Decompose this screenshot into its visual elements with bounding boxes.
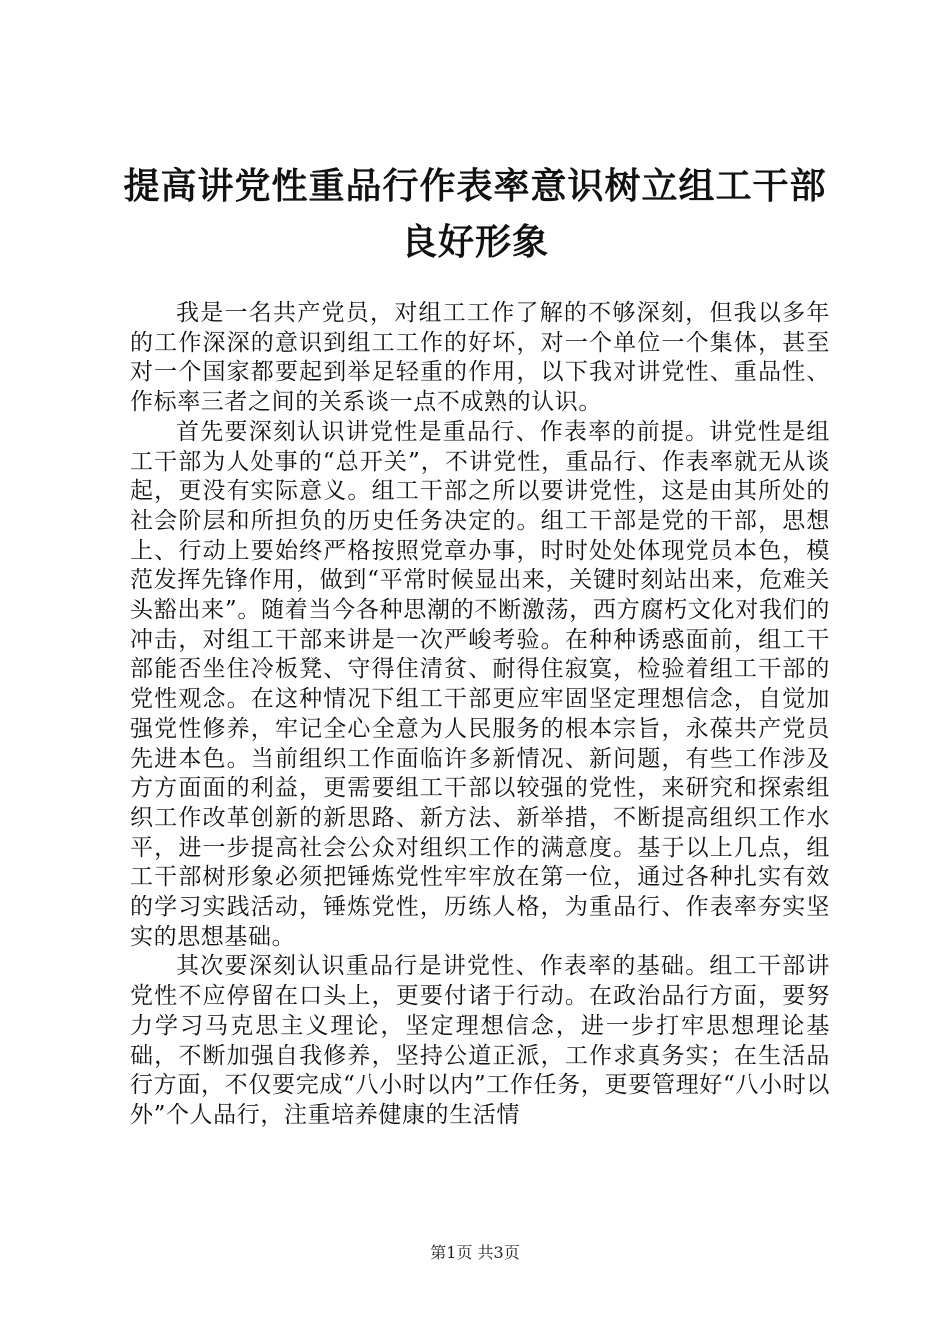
document-title: 提高讲党性重品行作表率意识树立组工干部良好形象 bbox=[123, 165, 827, 263]
paragraph-3: 其次要深刻认识重品行是讲党性、作表率的基础。组工干部讲党性不应停留在口头上，更要付诸于行动。在政治品行方面，要努力学习马克思主义理论，坚定理想信念，进一步打牢思想理论基础，不断加强自我修养，坚持公道正派，工作求真务实；在生活品行方面，不仅要完成“八小时以内”工作任务，更要管理好“八小时以外”个人品行，注重培养健康的生活情 bbox=[130, 953, 830, 1128]
page-number: 第1页 共3页 bbox=[430, 1243, 520, 1262]
document-body bbox=[130, 299, 830, 1131]
paragraph-2: 首先要深刻认识讲党性是重品行、作表率的前提。讲党性是组工干部为人处事的“总开关”，不讲党性，重品行、作表率就无从谈起，更没有实际意义。组工干部之所以要讲党性，这是由其所处的社会阶层和所担负的历史任务决定的。组工干部是党的干部，思想上、行动上要始终严格按照党章办事，时时处处体现党员本色，模范发挥先锋作用，做到“平常时候显出来，关键时刻站出来，危难关头豁出来”。随着当今各种思潮的不断激荡，西方腐朽文化对我们的冲击，对组工干部来讲是一次严峻考验。在种种诱惑面前，组工干部能否坐住冷板凳、守得住清贫、耐得住寂寞，检验着组工干部的党性观念。在这种情况下组工干部更应牢固坚定理想信念，自觉加强党性修养，牢记全心全意为人民服务的根本宗旨，永葆共产党员先进本色。当前组织工作面临许多新情况、新问题，有些工作涉及方方面面的利益，更需要组工干部以较强的党性，来研究和探索组织工作改革创新的新思路、新方法、新举措，不断提高组织工作水平，进一步提高社会公众对组织工作的满意度。基于以上几点，组工干部树形象必须把锤炼党性牢牢放在第一位，通过各种扎实有效的学习实践活动，锤炼党性，历练人格，为重品行、作表率夯实坚实的思想基础。 bbox=[130, 418, 830, 950]
paragraph-1: 我是一名共产党员，对组工工作了解的不够深刻，但我以多年的工作深深的意识到组工工作的好坏，对一个单位一个集体，甚至对一个国家都要起到举足轻重的作用，以下我对讲党性、重品性、作标率三者之间的关系谈一点不成熟的认识。 bbox=[130, 300, 830, 416]
